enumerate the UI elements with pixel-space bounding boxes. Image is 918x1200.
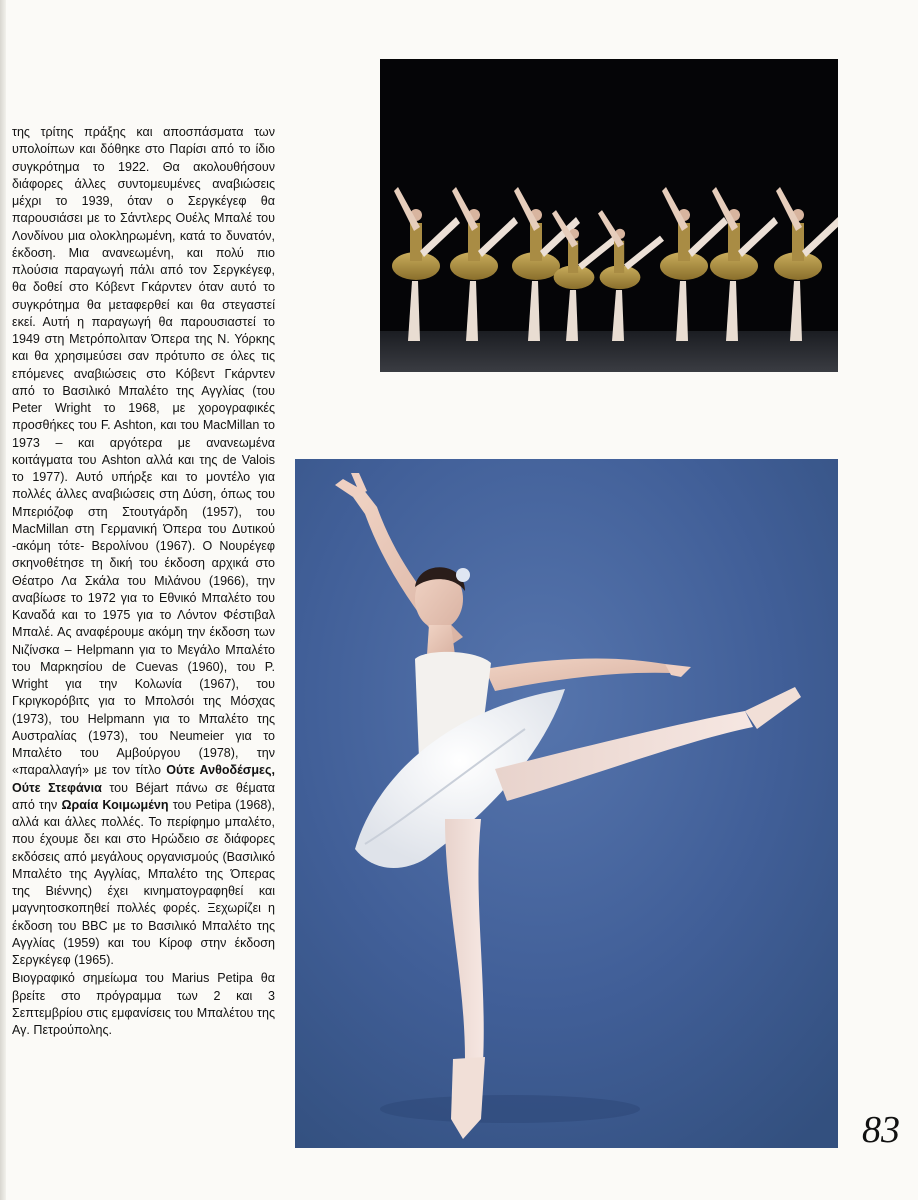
paragraph-text: του Petipa (1968), αλλά και άλλες πολλές. Το περίφημο μπαλέτο, που έχουμε δει και στο Ηρώδειο σε διάφορες εκδόσεις από μεγάλους οργανισμούς (Βασιλικό Μπαλέτο της Αγγλίας, Μπαλέτο της Όπερας της Βιέννης) έχει κινηματογραφηθεί και μαγνητοσκοπηθεί πολλές φορές. Ξεχωρίζει η έκδοση του BBC με το Βασιλικό Μπαλέτο της Αγγλίας (1959) και του Κίροφ στην έκδοση Σεργκέγεφ (1965). (12, 797, 276, 967)
paragraph-text: της τρίτης πράξης και αποσπάσματα των υπολοίπων και δόθηκε στο Παρίσι από το ίδιο συγκρότημα το 1922. Θα ακολουθήσουν διάφορες άλλες συντομευμένες αναβιώσεις μέχρι το 1939, όταν ο Σεργκέγεφ θα παρουσιάσει με το Σάντλερς Ουέλς Μπαλέ του Λονδίνου μια ολοκληρωμένη, κατά το δυνατόν, έκδοση. Μια ανανεωμένη, και πολύ πιο πλούσια παραγωγή πάλι από τον Σεργκέγεφ, θα δοθεί στο Κόβεντ Γκάρντεν όταν αυτό το συγκρότημα θα μεταφερθεί και θα στεγαστεί εκεί. Αυτή η παραγωγή θα παρουσιαστεί το 1949 στη Μετρόπολιταν Όπερα της Ν. Υόρκης και θα χρησιμεύσει σαν πρότυπο σε όλες τις επόμενες αναβιώσεις στο Κόβεντ Γκάρντεν από το Βασιλικό Μπαλέτο της Αγγλίας (του Peter Wright το 1968, με χορογραφικές προσθήκες του F. Ashton, και του MacMillan το 1973 – και αργότερα με ανανεωμένα κοιτάγματα του Ashton αλλά και της de Valois το 1977). Αυτό υπήρξε και το μοντέλο για πολλές άλλες αναβιώσεις στη Δύση, όπως του Μπεριόζοφ στη Στουτγάρδη (1957), του MacMillan στη Γερμανική Όπερα του Δυτικού -ακόμη τότε- Βερολίνου (1967). Ο Νουρέγεφ σκηνοθέτησε τη δική του έκδοση αρχικά στο Θέατρο Λα Σκάλα του Μιλάνου (1966), την αναβίωσε το 1972 για το Εθνικό Μπαλέτο του Καναδά και το 1975 για το Λόντον Φέστιβαλ Μπαλέ. Ας αναφέρουμε ακόμη την έκδοση των Νιζίνσκα – Helpmann για το Μεγάλο Μπαλέτο του Μαρκησίου de Cuevas (1960), του P. Wright για την Κολωνία (1967), του Γκριγκορόβιτς για το Μπολσόι της Μόσχας (1973), του Helpmann για το Μπαλέτο της Αυστραλίας (1973), του Neumeier για το Μπαλέτο του Αμβούργου (1978), την «παραλλαγή» με τον τίτλο (12, 125, 275, 778)
article-text-column (12, 124, 275, 1039)
ensemble-ballet-illustration (380, 59, 838, 372)
page-number: 83 (862, 1109, 900, 1151)
article-paragraph (12, 124, 275, 969)
page-edge (0, 0, 6, 1200)
ballerina-photo (295, 459, 838, 1148)
article-paragraph (12, 970, 275, 1039)
ballerina-illustration (295, 459, 838, 1148)
paragraph-text: Βιογραφικό σημείωμα του Marius Petipa θα βρείτε στο πρόγραμμα των 2 και 3 Σεπτεμβρίου στις εμφανίσεις του Μπαλέτου της Αγ. Πετρούπολης. (12, 971, 275, 1037)
ballet-title: Ούτε Ανθοδέσμες, Ούτε Στεφάνια (12, 763, 276, 795)
ensemble-ballet-photo (380, 59, 838, 372)
ballet-title: Ωραία Κοιμωμένη (61, 797, 169, 812)
paragraph-text: του Béjart πάνω σε θέματα από την (12, 780, 275, 812)
